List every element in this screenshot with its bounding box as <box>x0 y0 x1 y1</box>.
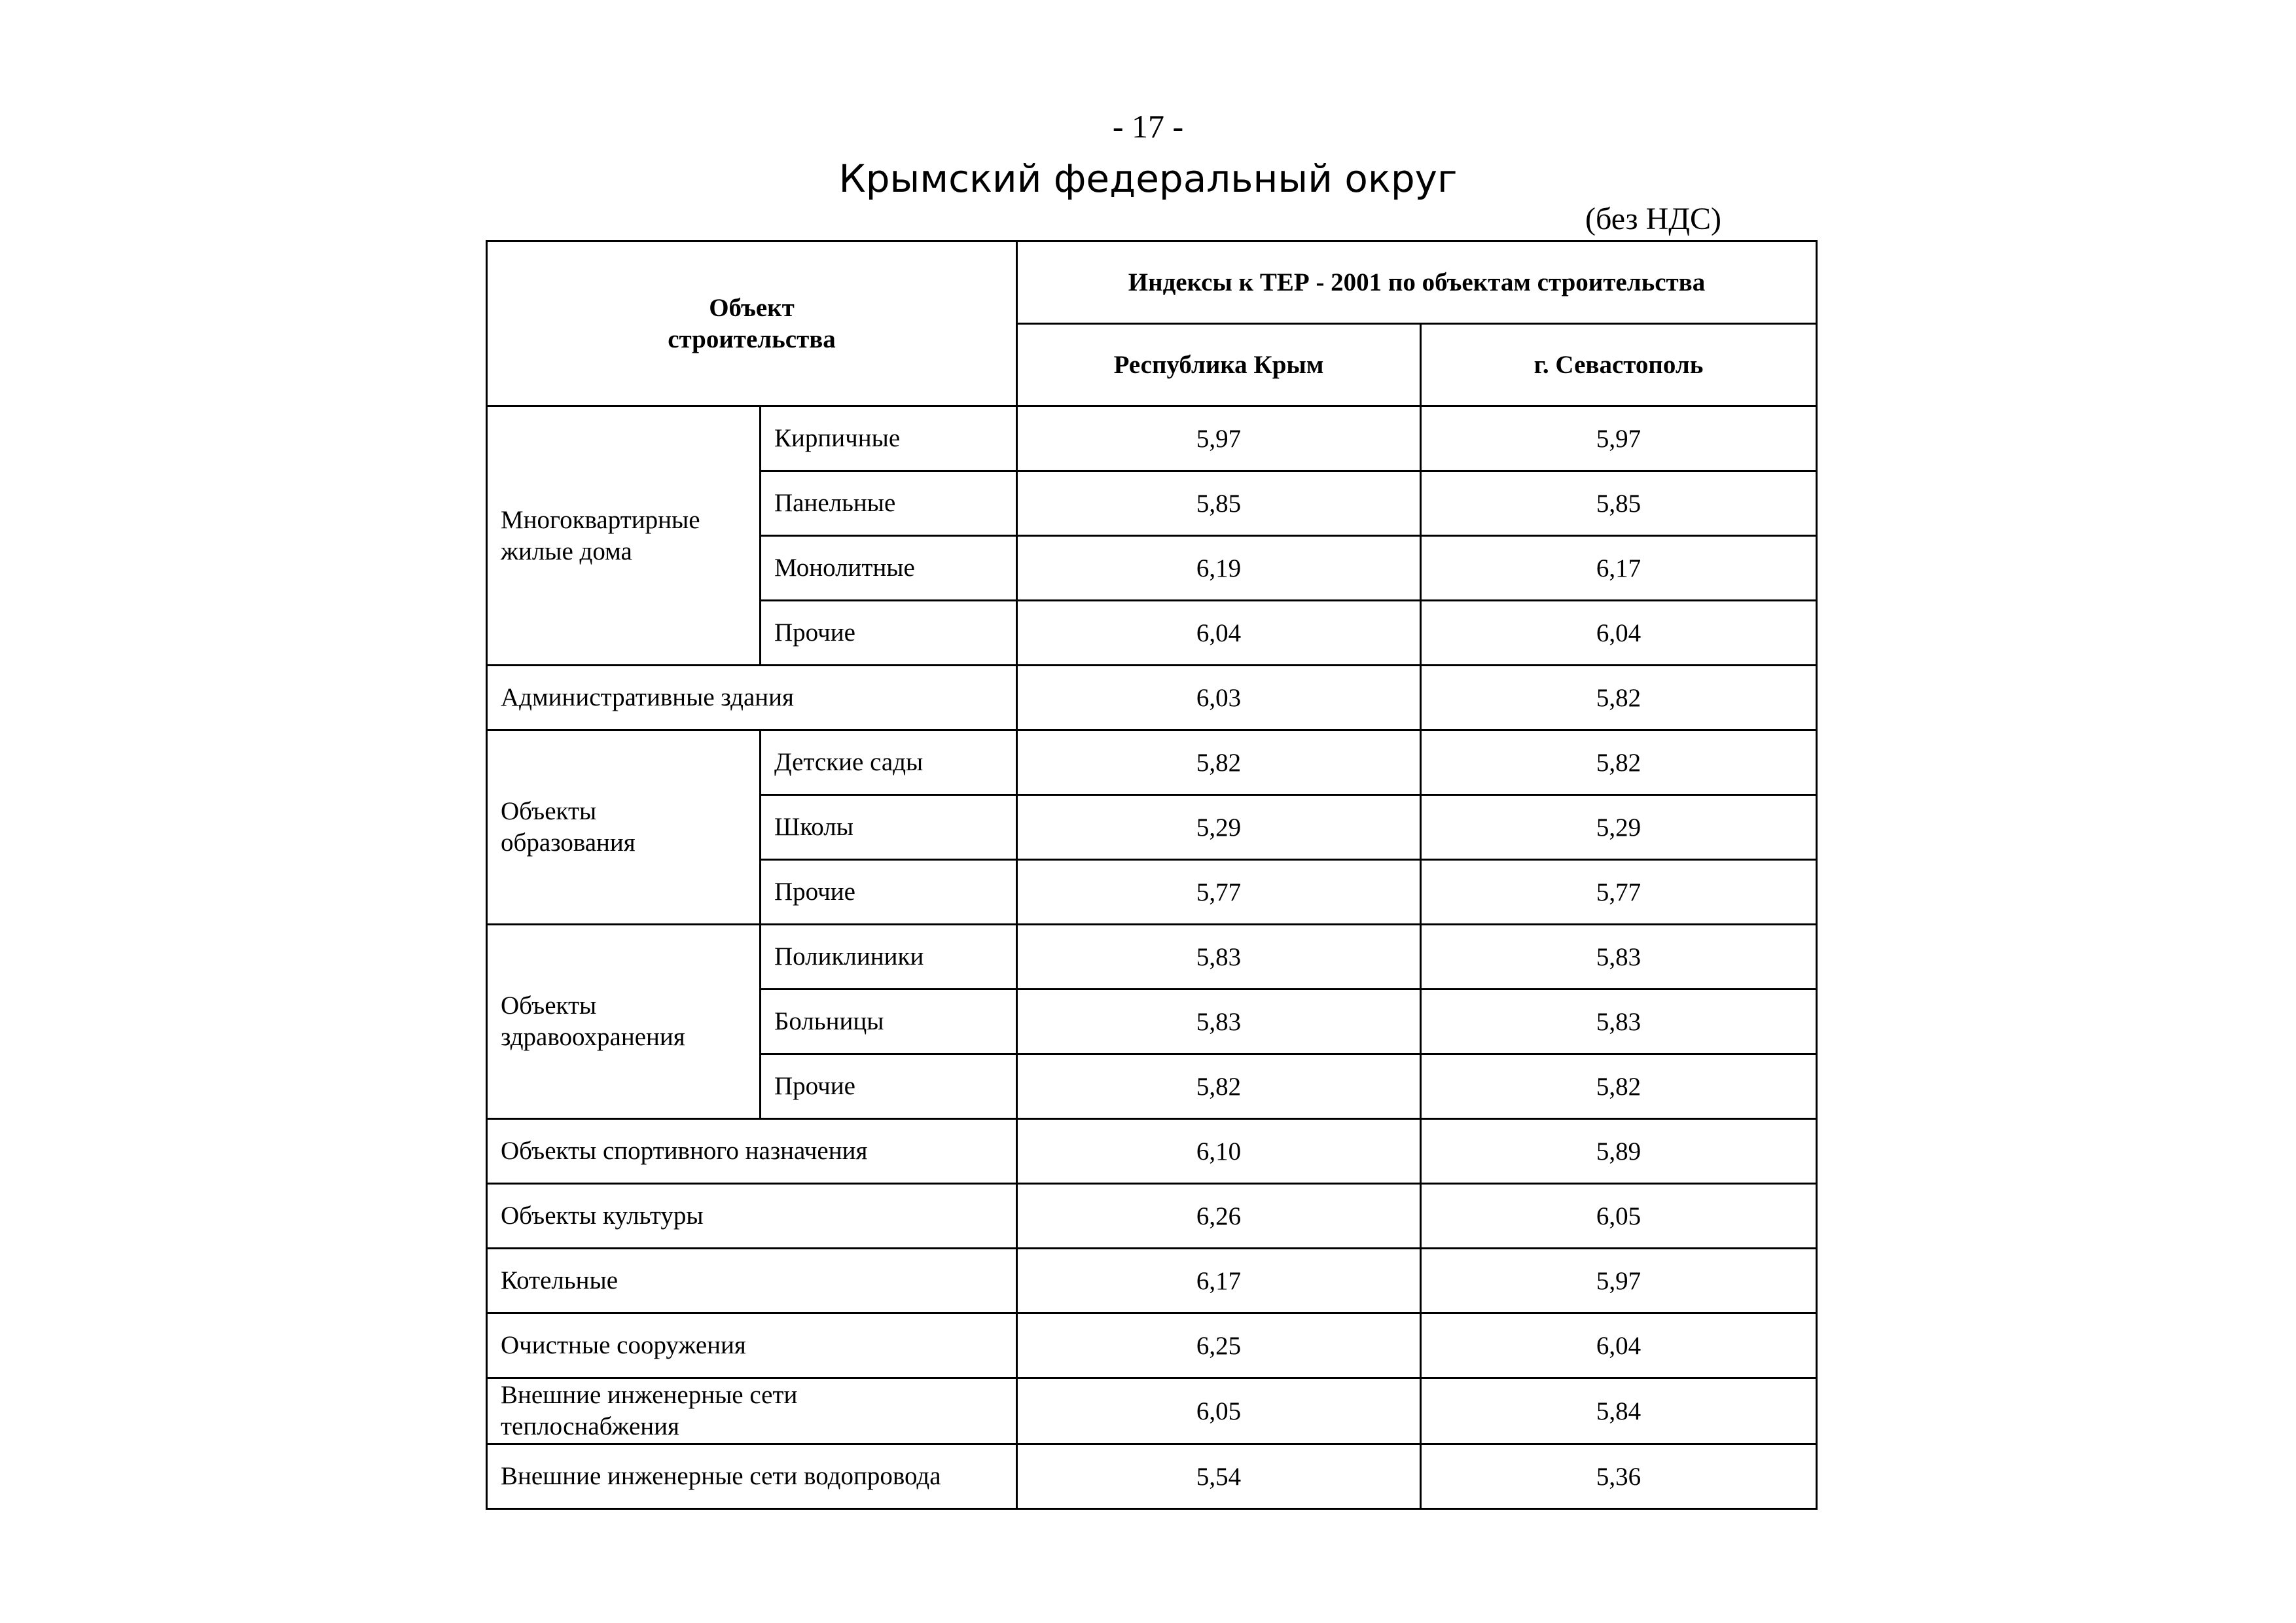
row-label: Котельные <box>487 1249 1017 1313</box>
value-crimea: 5,54 <box>1017 1444 1421 1509</box>
sevastopol-header: г. Севастополь <box>1421 324 1817 406</box>
value-crimea: 5,83 <box>1017 990 1421 1054</box>
value-sevastopol: 6,04 <box>1421 601 1817 666</box>
table-row <box>487 730 1817 795</box>
row-label: Поликлиники <box>761 925 1017 990</box>
row-label: Прочие <box>761 601 1017 666</box>
value-crimea: 6,17 <box>1017 1249 1421 1313</box>
value-sevastopol: 5,36 <box>1421 1444 1817 1509</box>
value-crimea: 6,10 <box>1017 1119 1421 1184</box>
value-sevastopol: 5,82 <box>1421 1054 1817 1119</box>
row-label: Прочие <box>761 1054 1017 1119</box>
table-row <box>487 1249 1817 1313</box>
value-sevastopol: 5,29 <box>1421 795 1817 860</box>
row-label: Объекты спортивного назначения <box>487 1119 1017 1184</box>
page-number: - 17 - <box>1112 108 1184 145</box>
value-crimea: 6,26 <box>1017 1184 1421 1249</box>
value-sevastopol: 6,17 <box>1421 536 1817 601</box>
row-label: Панельные <box>761 471 1017 536</box>
group-label-apartment <box>487 406 761 666</box>
value-crimea: 5,85 <box>1017 471 1421 536</box>
row-label: Объекты культуры <box>487 1184 1017 1249</box>
crimea-header: Республика Крым <box>1017 324 1421 406</box>
row-label: Прочие <box>761 860 1017 925</box>
index-table <box>486 240 1818 1510</box>
value-sevastopol: 5,97 <box>1421 1249 1817 1313</box>
value-sevastopol: 5,82 <box>1421 666 1817 730</box>
object-header <box>487 241 1017 406</box>
value-crimea: 5,97 <box>1017 406 1421 471</box>
page-title: Крымский федеральный округ <box>838 156 1458 201</box>
value-crimea: 5,82 <box>1017 1054 1421 1119</box>
object-header-label: Объект строительства <box>668 293 836 353</box>
row-label: Больницы <box>761 990 1017 1054</box>
row-label: Очистные сооружения <box>487 1313 1017 1378</box>
value-crimea: 6,25 <box>1017 1313 1421 1378</box>
value-crimea: 6,05 <box>1017 1378 1421 1444</box>
table-row <box>487 1444 1817 1509</box>
value-sevastopol: 6,05 <box>1421 1184 1817 1249</box>
row-label <box>487 1378 1017 1444</box>
value-sevastopol: 5,83 <box>1421 925 1817 990</box>
table-row <box>487 925 1817 990</box>
row-label: Школы <box>761 795 1017 860</box>
value-sevastopol: 5,84 <box>1421 1378 1817 1444</box>
table-row <box>487 1184 1817 1249</box>
value-sevastopol: 5,85 <box>1421 471 1817 536</box>
value-sevastopol: 5,82 <box>1421 730 1817 795</box>
row-label-text: Внешние инженерные сети теплоснабжения <box>501 1381 798 1440</box>
table-row <box>487 1378 1817 1444</box>
value-sevastopol: 5,83 <box>1421 990 1817 1054</box>
value-sevastopol: 5,89 <box>1421 1119 1817 1184</box>
vat-note: (без НДС) <box>1585 202 1721 236</box>
table-row <box>487 406 1817 471</box>
group-label-apartment-text: Многоквартирные жилые дома <box>501 505 700 565</box>
group-label-healthcare <box>487 925 761 1119</box>
value-crimea: 5,29 <box>1017 795 1421 860</box>
indices-header: Индексы к ТЕР - 2001 по объектам строительства <box>1017 241 1817 324</box>
value-sevastopol: 6,04 <box>1421 1313 1817 1378</box>
value-crimea: 5,77 <box>1017 860 1421 925</box>
group-label-education-text: Объекты образования <box>501 797 636 857</box>
table-row <box>487 666 1817 730</box>
value-sevastopol: 5,77 <box>1421 860 1817 925</box>
row-label: Административные здания <box>487 666 1017 730</box>
table-header-row <box>487 241 1817 324</box>
row-label: Детские сады <box>761 730 1017 795</box>
value-crimea: 5,82 <box>1017 730 1421 795</box>
row-label: Кирпичные <box>761 406 1017 471</box>
table-row <box>487 1313 1817 1378</box>
value-crimea: 5,83 <box>1017 925 1421 990</box>
value-crimea: 6,04 <box>1017 601 1421 666</box>
table-row <box>487 1119 1817 1184</box>
value-crimea: 6,19 <box>1017 536 1421 601</box>
value-crimea: 6,03 <box>1017 666 1421 730</box>
row-label: Внешние инженерные сети водопровода <box>487 1444 1017 1509</box>
group-label-healthcare-text: Объекты здравоохранения <box>501 991 685 1051</box>
row-label: Монолитные <box>761 536 1017 601</box>
group-label-education <box>487 730 761 925</box>
value-sevastopol: 5,97 <box>1421 406 1817 471</box>
